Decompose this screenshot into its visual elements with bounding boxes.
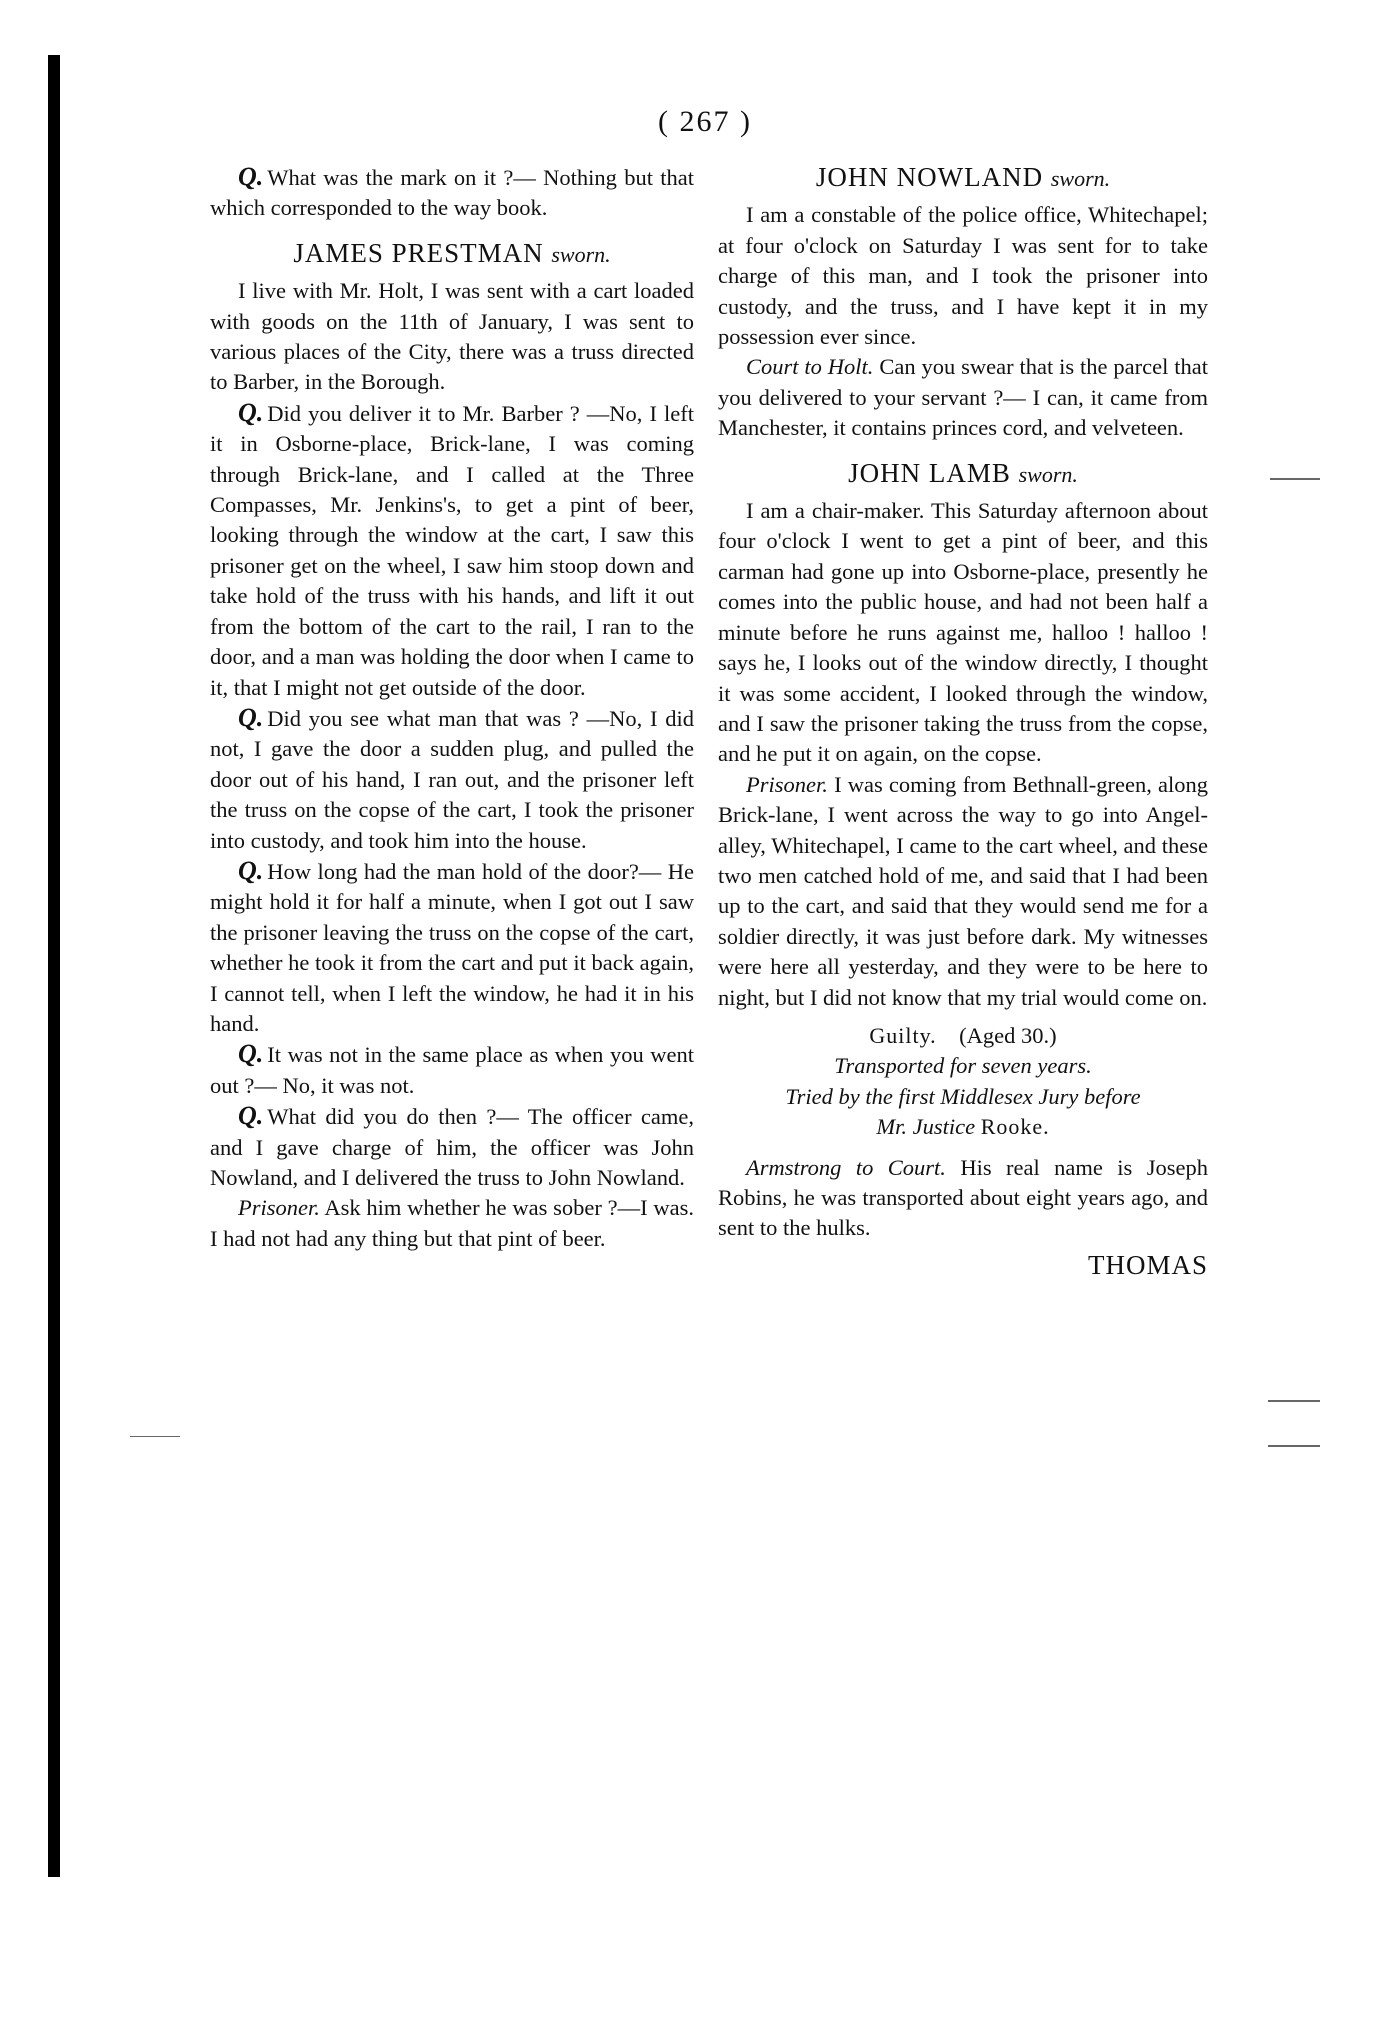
scan-mark	[1268, 1445, 1320, 1447]
catchword: THOMAS	[1087, 1249, 1208, 1280]
tried-by: Tried by the first Middlesex Jury before	[785, 1083, 1141, 1109]
qa-paragraph: Q. Did you deliver it to Mr. Barber ? —No, I left it in Osborne-place, Brick-lane, I was coming through Brick-lane, and I called at the Three Compasses, Mr. Jenkins's, to get a pint of beer, looking through the window at the cart, I saw this prisoner get on the wheel, I saw him stoop down and take hold of the truss with his hands, and lift it out from the bottom of the cart to the rail, I ran to the door, and a man was holding the door when I came to it, that I might not get outside of the door.	[210, 397, 694, 700]
scan-mark	[130, 1436, 180, 1437]
witness-heading: JOHN NOWLAND sworn.	[815, 162, 1111, 192]
testimony-paragraph: I am a constable of the police office, Whitechapel; at four o'clock on Saturday I was sent for to take charge of this man, and I took the prisoner into custody, and the truss, and I have kept it in my possession ever since.	[718, 202, 1208, 350]
qa-paragraph: Q. What was the mark on it ?— Nothing but that which corresponded to the way book.	[210, 162, 694, 221]
sentence: Transported for seven years.	[834, 1053, 1092, 1079]
testimony-paragraph: I live with Mr. Holt, I was sent with a cart loaded with goods on the 11th of January, I was sent to various places of the City, there was a truss directed to Barber, in the Borough.	[210, 278, 694, 395]
armstrong-note: Armstrong to Court. His real name is Joseph Robins, he was transported about eight years ago, and sent to the hulks.	[718, 1154, 1208, 1241]
qa-paragraph: Q. Did you see what man that was ? —No, I did not, I gave the door a sudden plug, and pulled the door out of his hand, I ran out, and the prisoner left the truss on the copse of the cart, I took the prisoner into custody, and took him into the house.	[210, 702, 694, 853]
witness-heading: JAMES PRESTMAN sworn.	[293, 237, 611, 268]
prisoner-statement: Prisoner. Ask him whether he was sober ?—I was. I had not had any thing but that pint of beer.	[210, 1195, 694, 1251]
left-column	[210, 162, 694, 1254]
verdict: Guilty. (Aged 30.)	[869, 1022, 1057, 1048]
qa-paragraph: Q. What did you do then ?— The officer came, and I gave charge of him, the officer was John Nowland, and I delivered the truss to John Nowland.	[210, 1101, 694, 1190]
scan-mark	[1270, 478, 1320, 480]
testimony-paragraph: I am a chair-maker. This Saturday afternoon about four o'clock I went to get a pint of beer, and this carman had gone up into Osborne-place, presently he comes into the public house, and had not been half a minute before he runs against me, halloo ! halloo ! says he, I looks out of the window directly, I thought it was some accident, I looked through the window, and I saw the prisoner taking the truss from the copse, and he put it on again, on the copse.	[718, 498, 1208, 767]
binding-edge	[48, 55, 60, 1877]
right-column	[718, 162, 1208, 1307]
qa-paragraph: Q. How long had the man hold of the door?— He might hold it for half a minute, when I got out I saw the prisoner leaving the truss on the copse of the cart, whether he took it from the cart and put it back again, I cannot tell, when I left the window, he had it in his hand.	[210, 855, 694, 1036]
justice-line: Mr. Justice Rooke.	[876, 1114, 1050, 1140]
scan-mark	[1268, 1400, 1320, 1402]
page-number: ( 267 )	[658, 105, 752, 138]
witness-heading: JOHN LAMB sworn.	[848, 457, 1078, 488]
prisoner-defence: Prisoner. I was coming from Bethnall-green, along Brick-lane, I went across the way to go into Angel-alley, Whitechapel, I came to the cart wheel, and these two men catched hold of me, and said that I had been up to the cart, and said that they would send me for a soldier directly, it was just before dark. My witnesses were here all yesterday, and they were to be here to night, but I did not know that my trial would come on.	[718, 771, 1209, 1010]
court-question: Court to Holt. Can you swear that is the parcel that you delivered to your servant ?— I can, it came from Manchester, it contains princes cord, and velveteen.	[718, 354, 1208, 441]
qa-paragraph: Q. It was not in the same place as when you went out ?— No, it was not.	[210, 1039, 694, 1098]
